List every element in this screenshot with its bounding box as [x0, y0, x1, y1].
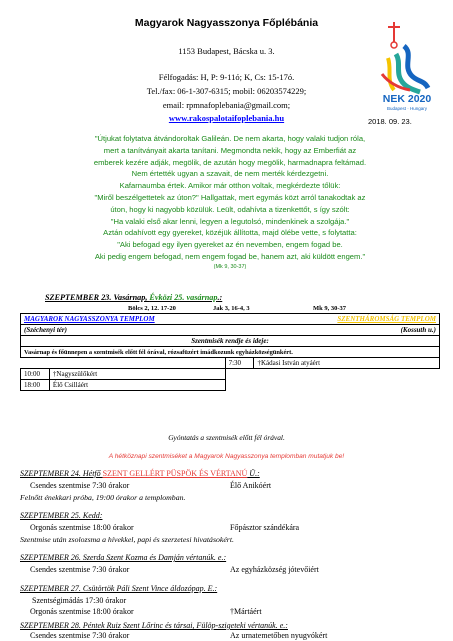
reading-1: Bölcs 2, 12. 17-20	[128, 305, 176, 312]
week-heading-end: .:	[217, 293, 223, 302]
mass-row	[20, 523, 440, 534]
table-row	[21, 358, 440, 369]
church-right-place: (Kossuth u.)	[225, 325, 439, 336]
gospel-line: emberek kezére adják, megölik, de azután hogy megölik, harmadnapra feltámad.	[93, 157, 367, 167]
day-note: Felnőtt énekkari próba, 19:00 órakor a templomban.	[20, 493, 186, 502]
day-heading	[20, 469, 260, 478]
gospel-line: "Aki befogad egy ilyen gyereket az én nevemben, engem fogad be.	[117, 240, 343, 250]
day-heading	[20, 621, 288, 630]
week-heading	[45, 293, 222, 302]
week-heading-date: SZEPTEMBER 23. Vasárnap,	[45, 293, 150, 302]
mass-row	[20, 596, 440, 607]
confession-note: Gyóntatás a szentmisék előtt fél órával.	[168, 433, 285, 442]
mass-intent: Élő Anikóért	[230, 481, 272, 490]
day-date: SZEPTEMBER 26. Szerda Szent Kozma és Damján vértanúk. e.:	[20, 553, 227, 562]
mass-label: Csendes szentmise 7:30 órakor	[30, 481, 130, 490]
church-right-name: SZENTHÁROMSÁG TEMPLOM	[225, 314, 439, 325]
mass-label: Szentségimádás 17:30 órakor	[32, 596, 127, 605]
mass-label: Csendes szentmise 7:30 órakor	[30, 631, 130, 640]
right-mass-time: 7:30	[225, 358, 254, 369]
left-mass-intent: †Nagyszülőkért	[49, 369, 225, 380]
left-mass-time: 10:00	[21, 369, 50, 380]
mass-intent: Az egyházközség jótevőiért	[230, 565, 319, 574]
phone-numbers: Tel./fax: 06-1-307-6315; mobil: 06203574229;	[146, 86, 307, 96]
office-hours: Félfogadás: H, P: 9-11ó; K, Cs: 15-17ó.	[158, 72, 295, 82]
empty-cell	[225, 380, 439, 391]
gospel-line: úton, hogy ki nagyobb közülük. Leült, odahívta a tizenkettőt, s így szólt:	[110, 204, 350, 214]
left-mass-intent: Élő Csilláért	[49, 380, 225, 391]
gospel-line: Aki pedig engem befogad, nem engem fogad be, hanem azt, aki küldött engem."	[94, 251, 366, 261]
day-date: SZEPTEMBER 27. Csütörtök Páli Szent Vince áldozópap. E.:	[20, 584, 218, 593]
right-mass-intent: †Kádasi István atyáért	[254, 358, 440, 369]
day-heading	[20, 584, 217, 593]
mass-row	[20, 607, 440, 618]
schedule-section-title: Szentmisék rendje és ideje:	[21, 336, 440, 347]
nek-2020-title: NEK 2020	[382, 93, 432, 105]
table-row	[21, 347, 440, 358]
weekday-mass-notice: A hétköznapi szentmiséket a Magyarok Nagyasszonya templomban mutatjuk be!	[108, 453, 345, 460]
gospel-line: mert a tanítványait akarta tanítani. Megmondta nekik, hogy az Emberfiát az	[103, 145, 357, 155]
table-row	[21, 314, 440, 325]
church-left-place: (Széchenyi tér)	[21, 325, 226, 336]
gospel-reading	[313, 305, 346, 312]
week-heading-feast: Évközi 25. vasárnap	[149, 293, 218, 302]
day-date: SZEPTEMBER 24. Hétfő	[20, 469, 103, 478]
mass-intent: Főpásztor szándékára	[230, 523, 300, 532]
nek-logo-icon	[374, 18, 434, 98]
mass-intent: †Mártáért	[230, 607, 262, 616]
mass-row	[20, 565, 440, 576]
empty-cell	[225, 369, 439, 380]
reading-3: Mk 9, 30-37	[313, 305, 347, 312]
gospel-reference: (Mk 9, 30-37)	[213, 263, 247, 270]
email-address: email: rpmnafoplebania@gmail.com;	[162, 100, 291, 110]
left-mass-time: 18:00	[21, 380, 50, 391]
first-reading	[128, 305, 176, 312]
gospel-text	[20, 133, 440, 271]
church-left-name: MAGYAROK NAGYASSZONYA TEMPLOM	[21, 314, 226, 325]
mass-label: Csendes szentmise 7:30 órakor	[30, 565, 130, 574]
table-row	[21, 369, 440, 380]
gospel-line: Kafarnaumba értek. Amikor már otthon voltak, megkérdezte tőlük:	[119, 181, 341, 191]
gospel-line: Nem értették ugyan a szavait, de nem merték kérdezgetni.	[131, 169, 329, 179]
day-feast: SZENT GELLÉRT PÜSPÖK ÉS VÉRTANÚ	[102, 469, 248, 478]
parish-address: 1153 Budapest, Bácska u. 3.	[178, 46, 275, 56]
mass-row	[20, 481, 440, 492]
table-row	[21, 336, 440, 347]
nek-2020-subtitle: Budapest · Hungary	[386, 106, 428, 111]
table-row	[21, 380, 440, 391]
empty-cell	[21, 358, 226, 369]
day-note: Szentmise után zsolozsma a hívekkel, papi és szerzetesi hivatásokért.	[20, 535, 234, 544]
day-date: SZEPTEMBER 25. Kedd:	[20, 511, 103, 520]
parish-title: Magyarok Nagyasszonya Főplébánia	[134, 17, 319, 29]
table-row	[21, 325, 440, 336]
reading-2: Jak 3, 16-4, 3	[213, 305, 250, 312]
bulletin-date: 2018. 09. 23.	[368, 117, 412, 126]
day-date: SZEPTEMBER 28. Péntek Ruiz Szent Lőrinc és társai, Fülöp-szigeteki vértanúk. e.:	[20, 621, 288, 630]
mass-label: Orgonás szentmise 18:00 órakor	[30, 523, 134, 532]
gospel-line: "Miről beszélgettetek az úton?" Hallgattak, mert egymás közt arról tanakodtak az	[94, 192, 366, 202]
gospel-line: Aztán odahívott egy gyereket, közéjük állította, majd ölébe vette, s folytatta:	[103, 228, 357, 238]
day-heading	[20, 553, 226, 562]
day-heading	[20, 511, 102, 520]
mass-intent: Az urnatemetőben nyugvókért	[230, 631, 328, 640]
gospel-line: "Útjukat folytatva átvándoroltak Galileán. De nem akarta, hogy valaki tudjon róla,	[94, 134, 366, 143]
gospel-line: "Ha valaki első akar lenni, legyen a legutolsó, mindenkinek a szolgája."	[110, 216, 350, 226]
day-end: Ü.:	[247, 469, 260, 478]
mass-label: Orgonás szentmise 18:00 órakor	[30, 607, 134, 616]
sunday-rosary-note: Vasárnap és főünnepen a szentmisék előtt fél órával, rózsafüzért imádkozunk egyházközségünkért.	[21, 347, 440, 358]
second-reading	[213, 305, 250, 312]
website-link[interactable]: www.rakospalotaifoplebania.hu	[168, 113, 285, 123]
mass-schedule-table	[20, 313, 440, 391]
